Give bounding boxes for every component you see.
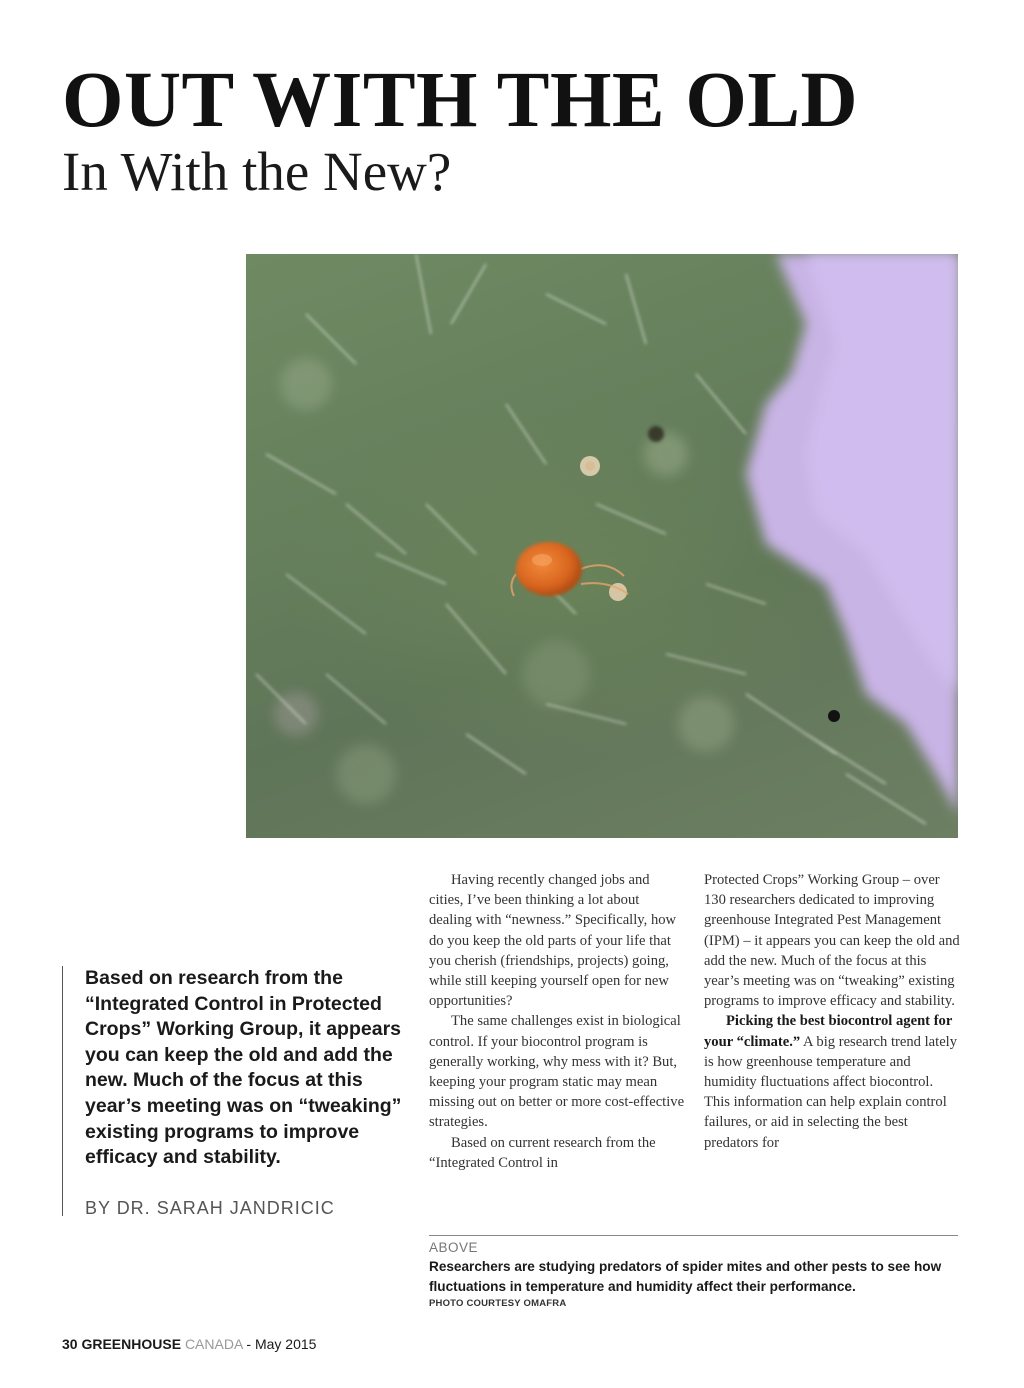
body-paragraph: Based on current research from the “Integrated Control in <box>429 1134 656 1171</box>
spider-mite-photo <box>246 254 958 838</box>
footer-separator: - <box>242 1336 255 1352</box>
caption-divider <box>429 1235 958 1236</box>
leaf-texture <box>274 358 734 804</box>
page-footer <box>62 1336 316 1352</box>
body-paragraph: Protected Crops” Working Group – over 130 researchers dedicated to improving greenhouse Integrated Pest Management (IPM) – it appears you can keep the old and add the new. Much of the focus at this year’s meeting was on “tweaking” existing programs to improve efficacy and stability. <box>704 872 960 1010</box>
photo-illustration <box>246 254 958 838</box>
article-deck <box>62 966 408 1216</box>
body-text: A big research trend lately is how greenhouse temperature and humidity fluctuations affect biocontrol. This information can help explain control failures, or aid in selecting the best predators for <box>704 1033 958 1151</box>
body-paragraph: The same challenges exist in biological control. If your biocontrol program is generally working, why mess with it? But, keeping your program static may mean missing out on better or more cost-effective strategies. <box>429 1013 685 1131</box>
headline: OUT WITH THE OLD <box>62 57 859 144</box>
magazine-name-light: CANADA <box>184 1336 243 1352</box>
body-column-1 <box>429 870 685 1173</box>
subheadline: In With the New? <box>62 141 452 202</box>
photo-credit: PHOTO COURTESY OMAFRA <box>429 1298 567 1309</box>
body-paragraph <box>704 1011 960 1152</box>
page-number: 30 <box>62 1336 78 1352</box>
deck-text: Based on research from the “Integrated Control in Protected Crops” Working Group, it appears you can keep the old and add the new. Much of the focus at this year’s meeting was on “tweaking” existing programs to improve efficacy and stability. <box>85 967 402 1169</box>
issue-date: May 2015 <box>254 1336 317 1352</box>
body-column-2 <box>704 870 960 1153</box>
body-paragraph: Having recently changed jobs and cities, I’ve been thinking a lot about dealing with “newness.” Specifically, how do you keep the old parts of your life that you cherish (friendships, projects) going, while still keeping yourself open for new opportunities? <box>429 872 677 1010</box>
debris <box>648 426 664 442</box>
debris-speck <box>828 710 840 722</box>
magazine-name: GREENHOUSE <box>81 1336 182 1352</box>
run-in-subhead: Picking the best biocontrol agent for your “climate.” <box>704 1013 953 1050</box>
byline: BY DR. SARAH JANDRICIC <box>85 1198 335 1218</box>
caption-label: ABOVE <box>429 1240 479 1255</box>
eggs <box>580 456 627 601</box>
photo-caption: Researchers are studying predators of spider mites and other pests to see how fluctuations in temperature and humidity affect their performance. <box>429 1259 942 1294</box>
